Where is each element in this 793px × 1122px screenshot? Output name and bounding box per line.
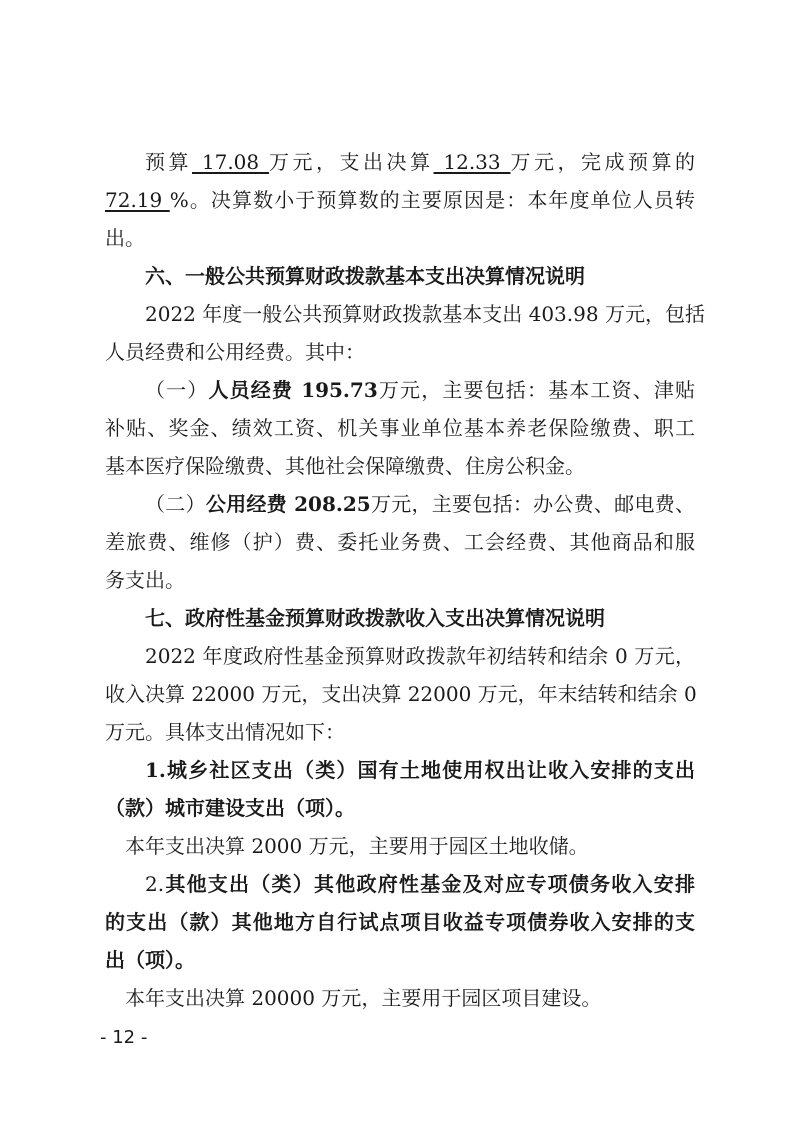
fund-line-2: 收入决算 22000 万元，支出决算 22000 万元，年末结转和结余 0: [105, 682, 697, 706]
item-2-line-3: 出（项）。: [105, 948, 195, 972]
fund-line-3: 万元。具体支出情况如下：: [105, 720, 345, 744]
public-cost-line-1: [145, 490, 695, 518]
item-2-detail: 本年支出决算 20000 万元，主要用于园区项目建设。: [125, 986, 602, 1010]
text-span: 其他支出（类）其他政府性基金及对应专项债务收入安排: [164, 872, 695, 896]
text-span: 万元，完成预算的: [510, 150, 696, 174]
budget-line-2: [105, 186, 695, 214]
personnel-line-3: 基本医疗保险缴费、其他社会保障缴费、住房公积金。: [105, 454, 585, 478]
budget-amount: 17.08: [192, 150, 269, 174]
text-span: （一）: [145, 378, 209, 402]
budget-line-3: 出。: [105, 226, 145, 250]
expenditure-amount: 12.33: [433, 150, 511, 174]
item-1-line-1: 1.城乡社区支出（类）国有土地使用权出让收入安排的支出: [145, 758, 695, 782]
item-2-line-1: [145, 870, 695, 898]
item-1-line-2: （款）城市建设支出（项）。: [105, 796, 355, 820]
personnel-line-1: [145, 376, 695, 404]
text-span: 万元，主要包括：办公费、邮电费、: [370, 492, 695, 516]
item-1-detail: 本年支出决算 2000 万元，主要用于园区土地收储。: [125, 834, 589, 858]
basic-expenditure-line-2: 人员经费和公用经费。其中：: [105, 340, 365, 364]
section-heading-7: 七、政府性基金预算财政拨款收入支出决算情况说明: [145, 606, 605, 630]
personnel-cost: 人员经费 195.73: [208, 378, 378, 402]
text-span: （二）: [145, 492, 206, 516]
basic-expenditure-line-1: 2022 年度一般公共预算财政拨款基本支出 403.98 万元，包括: [145, 302, 705, 326]
text-span: 预算: [145, 150, 193, 174]
text-span: 万元，支出决算: [269, 150, 434, 174]
fund-line-1: 2022 年度政府性基金预算财政拨款年初结转和结余 0 万元，: [145, 644, 695, 668]
page-number: - 12 -: [100, 1027, 148, 1048]
public-cost-line-3: 务支出。: [105, 568, 185, 592]
item-2-line-2: 的支出（款）其他地方自行试点项目收益专项债券收入安排的支: [105, 910, 695, 934]
completion-rate: 72.19: [105, 188, 170, 212]
public-cost-line-2: 差旅费、维修（护）费、委托业务费、工会经费、其他商品和服: [105, 530, 695, 554]
public-cost: 公用经费 208.25: [205, 492, 371, 516]
section-heading-6: 六、一般公共预算财政拨款基本支出决算情况说明: [145, 264, 585, 288]
personnel-line-2: 补贴、奖金、绩效工资、机关事业单位基本养老保险缴费、职工: [105, 416, 695, 440]
budget-line-1: [145, 148, 695, 176]
text-span: 万元，主要包括：基本工资、津贴: [377, 378, 696, 402]
item-number: 2.: [145, 872, 165, 896]
text-span: %。决算数小于预算数的主要原因是：本年度单位人员转: [169, 188, 695, 212]
